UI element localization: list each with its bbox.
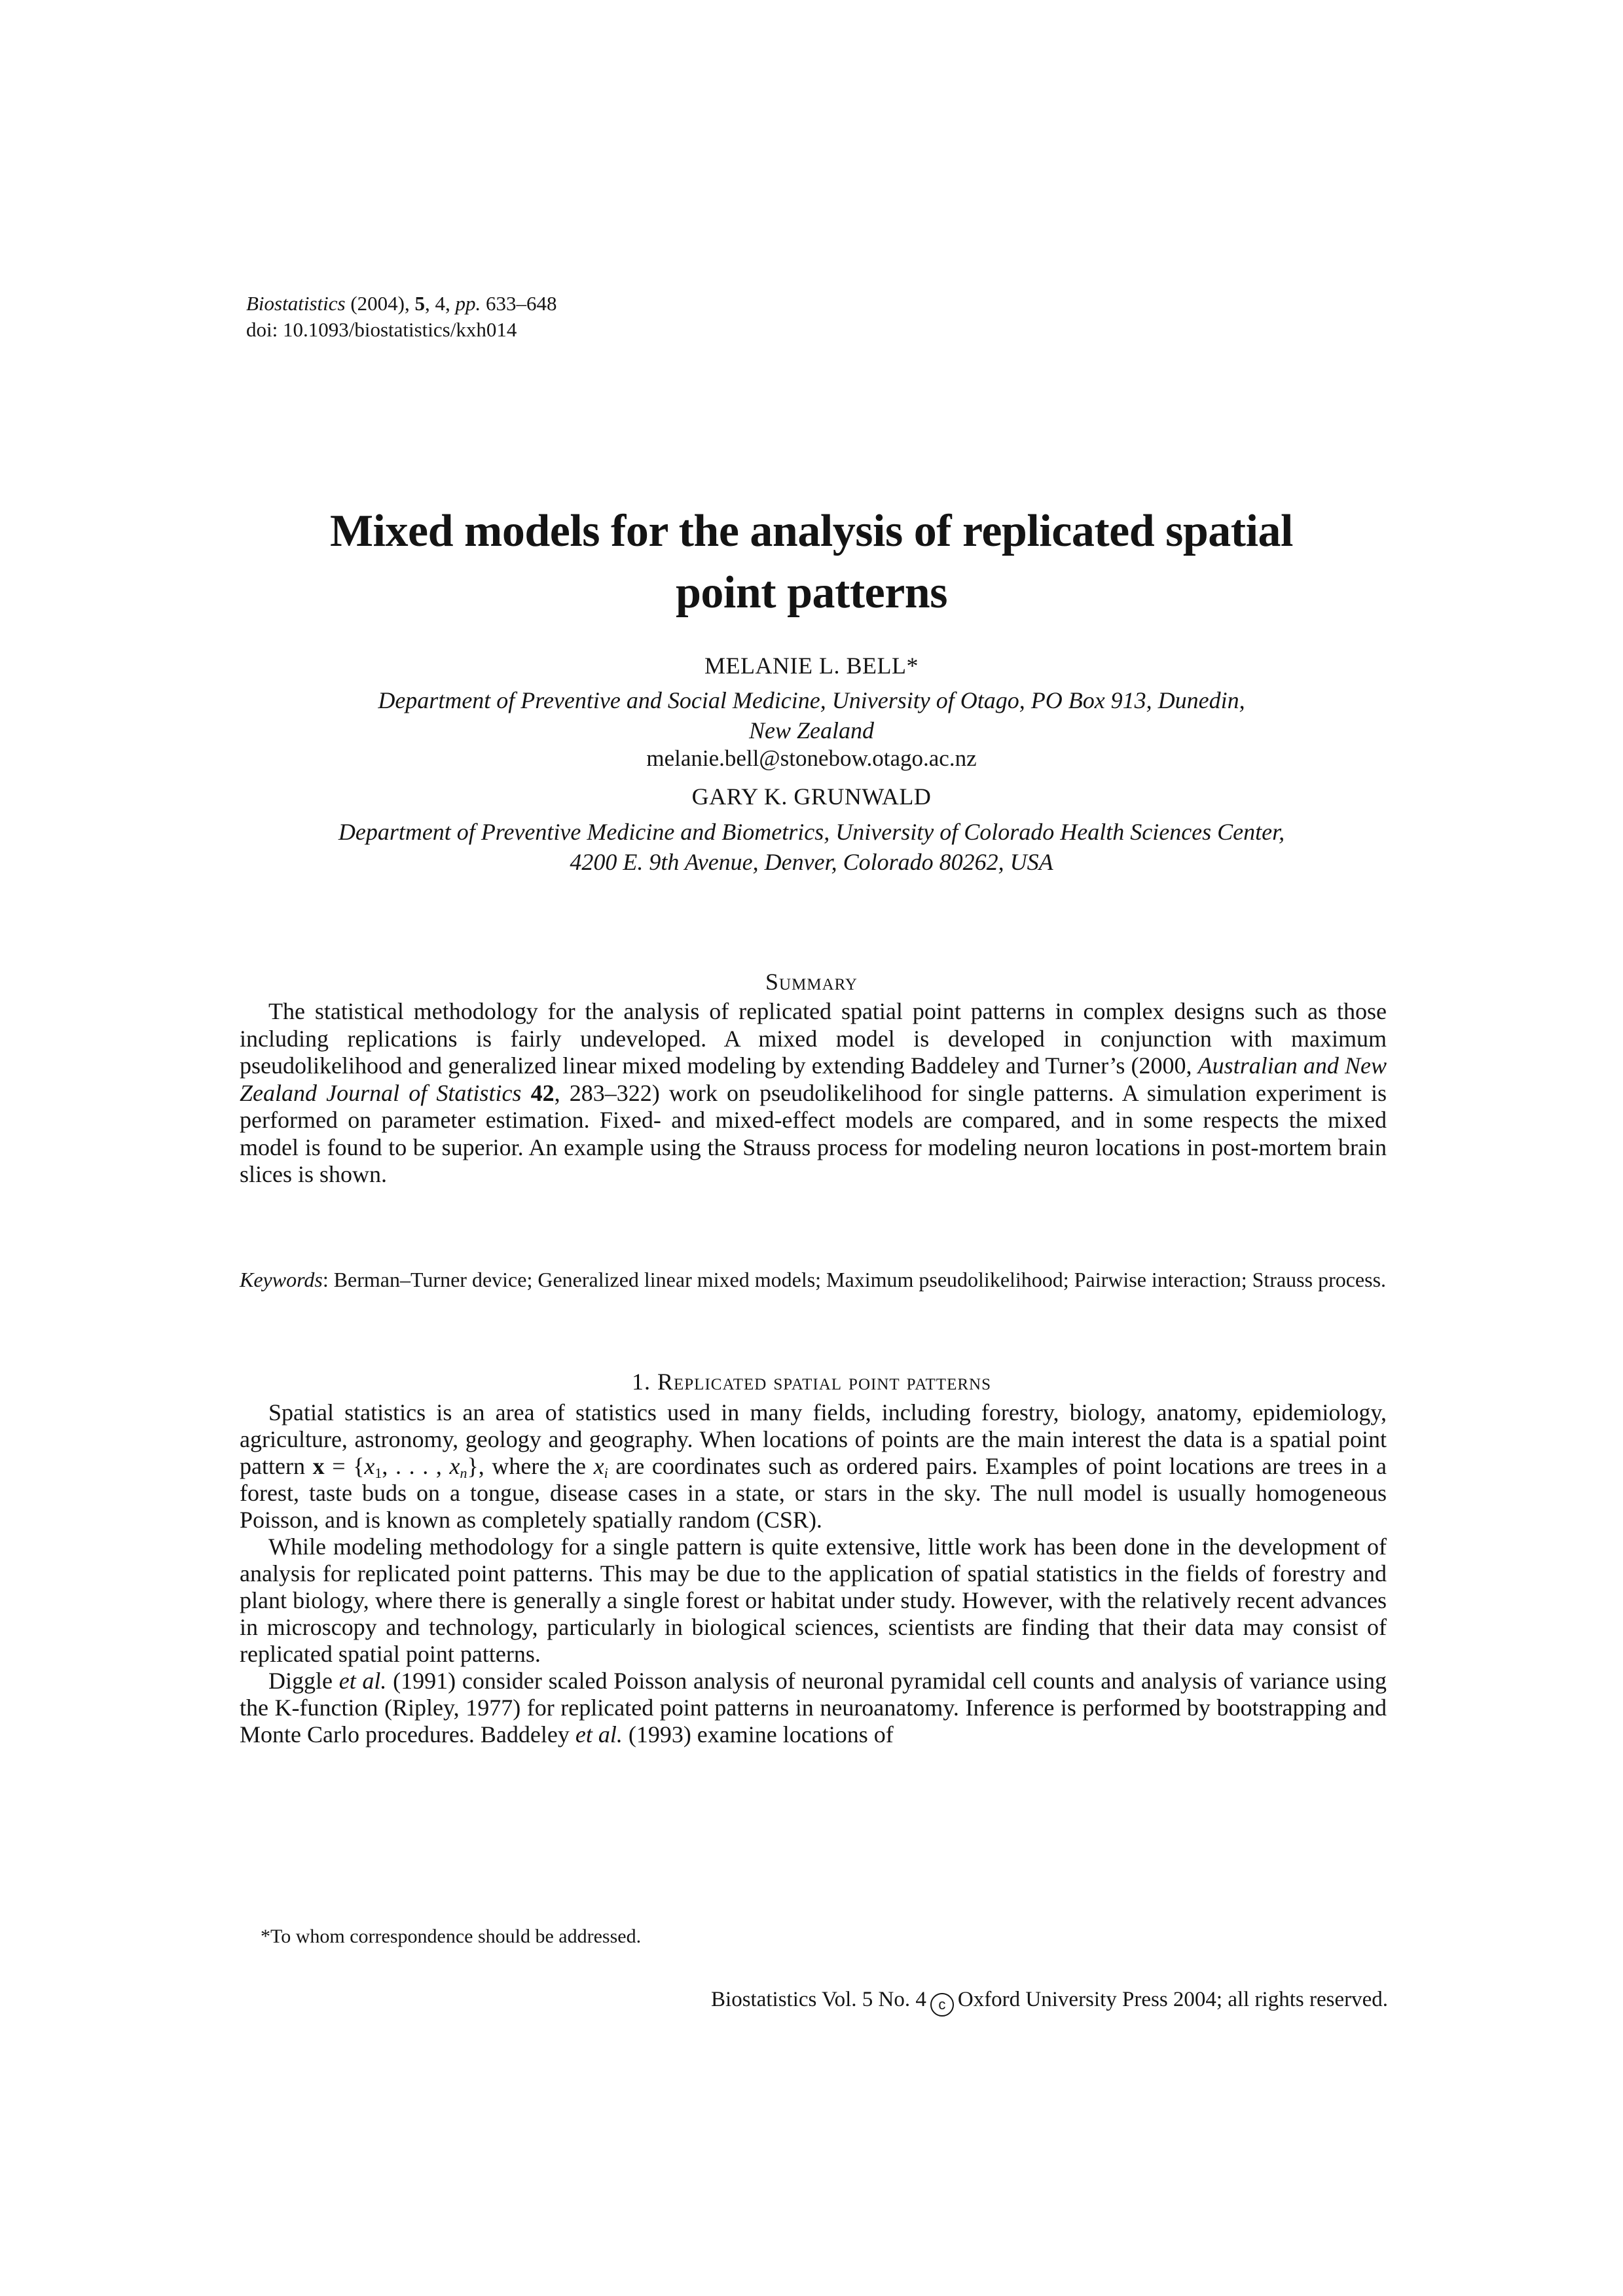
journal-name: Biostatistics xyxy=(246,292,346,315)
paper-title: Mixed models for the analysis of replicated spatial point patterns xyxy=(329,506,1294,618)
copyright-icon: c xyxy=(930,1993,954,2017)
body-paragraph: Spatial statistics is an area of statistics used in many fields, including forestry, biology, anatomy, epidemiology, agriculture, astronomy, geology and geography. When locations of points are the main interest the data is a spatial point pattern $x = \{x_1$, . . . , $x_n$}, where the $x_i$ are coordinates such as ordered pairs. Examples of point locations are trees in a forest, taste buds on a tongue, disease cases in a state, or stars in the sky. The null model is usually homogeneous Poisson, and is known as completely spatially random (CSR). xyxy=(240,1399,1387,1533)
author-name-2: GARY K. GRUNWALD xyxy=(691,783,932,810)
point-pattern-formula: $x = \{x_1$, . . . , $x_n$} xyxy=(312,1453,479,1481)
section-body xyxy=(240,1399,1387,1748)
xi-symbol: $x_i$ xyxy=(593,1453,608,1481)
keywords-label: Keywords xyxy=(240,1268,323,1291)
page-range: 633–648 xyxy=(481,292,557,315)
copyright-footer: Biostatistics Vol. 5 No. 4 c Oxford University Press 2004; all rights reserved. xyxy=(246,1986,1388,2017)
author-name-1: MELANIE L. BELL* xyxy=(704,653,919,679)
author-affiliation-1: Department of Preventive and Social Medicine, University of Otago, PO Box 913, Dunedin, New Zealand xyxy=(378,687,1245,744)
section-heading: 1. Replicated spatial point patterns xyxy=(631,1369,991,1395)
volume-number: 5 xyxy=(414,292,425,315)
summary-journal: Australian and New Zealand Journal of Statistics xyxy=(240,1052,1387,1106)
doi-line: doi: 10.1093/biostatistics/kxh014 xyxy=(246,318,517,341)
body-paragraph: While modeling methodology for a single pattern is quite extensive, little work has been done in the development of analysis for replicated point patterns. This may be due to the application of spatial statistics in the fields of forestry and plant biology, where there is generally a single forest or habitat under study. However, with the relatively recent advances in microscopy and technology, particularly in biological sciences, scientists are finding that their data may consist of replicated spatial point patterns. xyxy=(240,1534,1387,1667)
author-email[interactable]: melanie.bell@stonebow.otago.ac.nz xyxy=(646,745,977,771)
footnote: *To whom correspondence should be addressed. xyxy=(261,1926,642,1947)
body-paragraph: Diggle et al. (1991) consider scaled Poisson analysis of neuronal pyramidal cell counts and analysis of variance using the K-function (Ripley, 1977) for replicated point patterns in neuroanatomy. Inference is performed by bootstrapping and Monte Carlo procedures. Baddeley et al. (1993) examine locations of xyxy=(240,1668,1387,1748)
journal-header xyxy=(246,291,556,343)
summary-text: The statistical methodology for the analysis of replicated spatial point patterns in complex designs such as those including replications is fairly undeveloped. A mixed model is developed in conjunction with maximum pseudolikelihood and generalized linear mixed modeling by extending Baddeley and Turner’s (2000, Australian and New Zealand Journal of Statistics 42, 283–322) work on pseudolikelihood for single patterns. A simulation experiment is performed on parameter estimation. Fixed- and mixed-effect models are compared, and in some respects the mixed model is found to be superior. An example using the Strauss process for modeling neuron locations in post-mortem brain slices is shown. xyxy=(240,998,1387,1187)
keywords: Keywords: Berman–Turner device; Generalized linear mixed models; Maximum pseudolikelihood; Pairwise interaction; Strauss process. xyxy=(240,1268,1387,1291)
citation-line: Biostatistics (2004), 5, 4, pp. 633–648 xyxy=(246,292,557,315)
author-affiliation-2: Department of Preventive Medicine and Biometrics, University of Colorado Health Sciences Center, 4200 E. 9th Avenue, Denver, Colorado 80262, USA xyxy=(338,819,1285,875)
summary-heading: Summary xyxy=(765,969,858,995)
